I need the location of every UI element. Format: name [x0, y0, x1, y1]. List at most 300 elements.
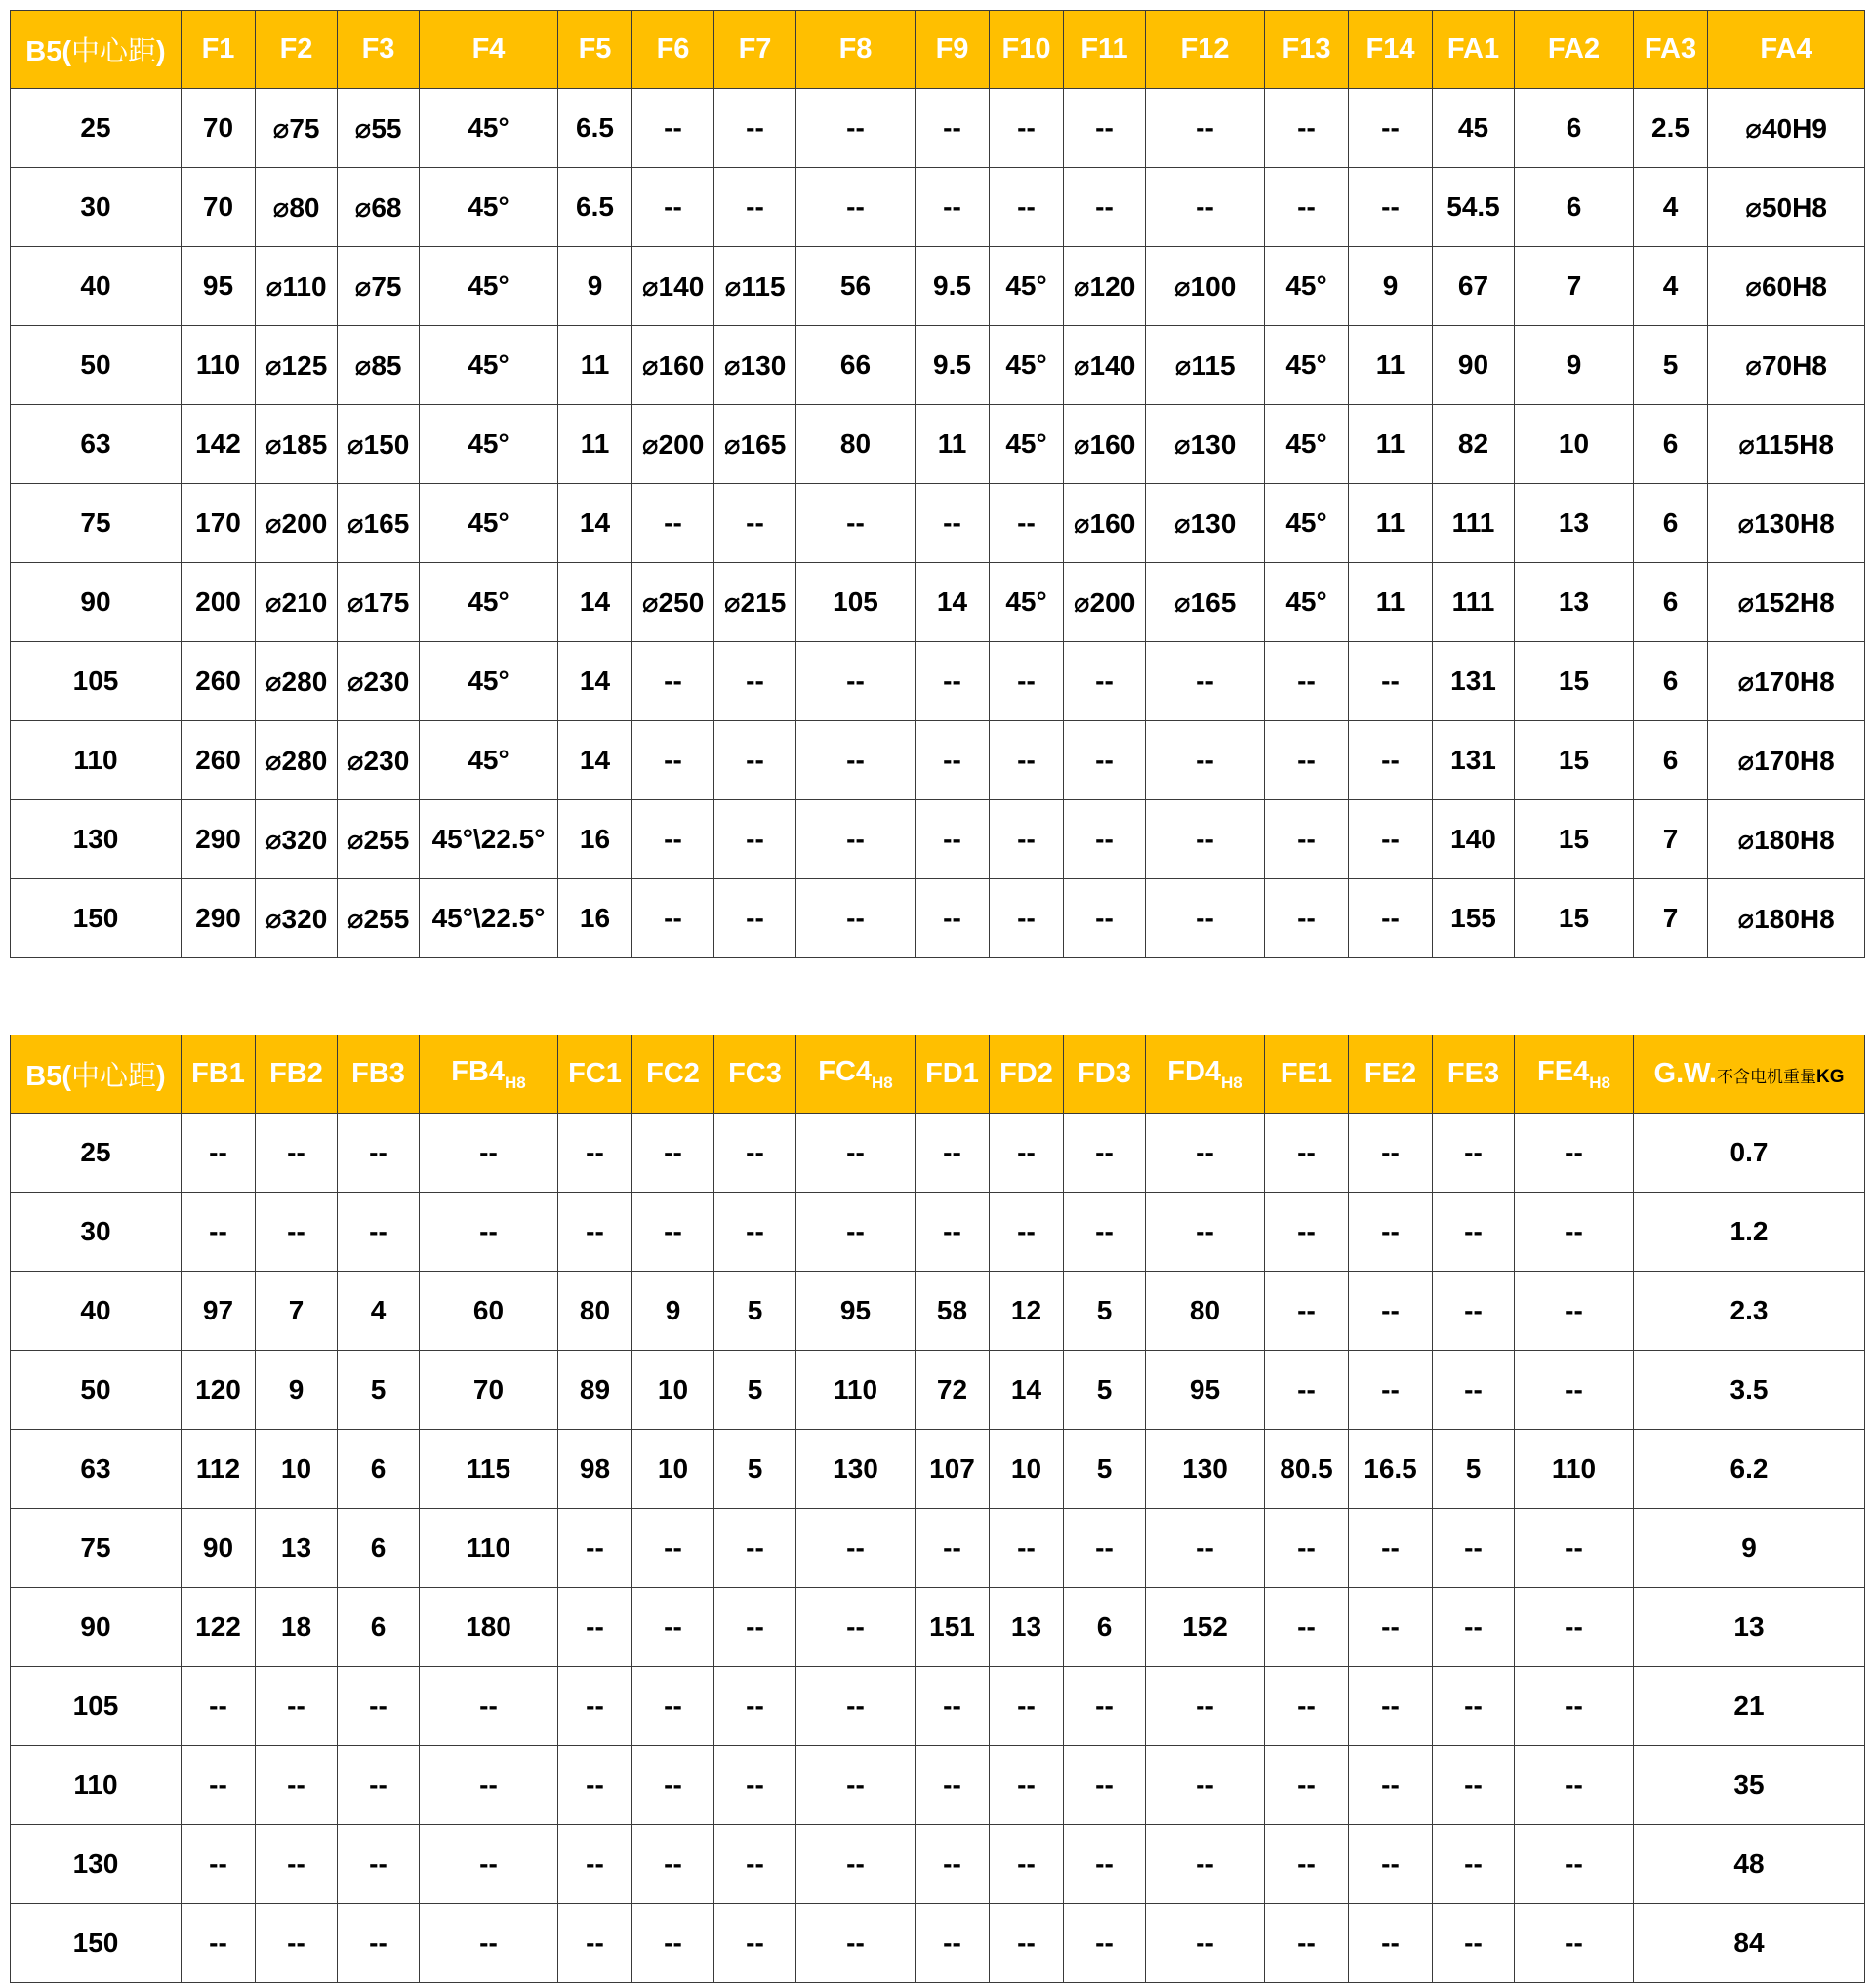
- table-cell: 25: [11, 1114, 182, 1193]
- column-header-subscript: H8: [1221, 1073, 1242, 1092]
- table-cell: 45°: [420, 405, 558, 484]
- table-cell: --: [632, 1825, 714, 1904]
- table-cell: 110: [1515, 1430, 1634, 1509]
- table-cell: 14: [558, 721, 632, 800]
- table-cell: 13: [256, 1509, 338, 1588]
- column-header-label: FE4: [1537, 1055, 1590, 1087]
- table-cell: ⌀160: [632, 326, 714, 405]
- table-cell: 5: [714, 1430, 796, 1509]
- table-cell: --: [1146, 642, 1265, 721]
- table-cell: --: [182, 1193, 256, 1272]
- table-cell: 45°: [420, 563, 558, 642]
- table-cell: --: [256, 1114, 338, 1193]
- table-cell: 45°: [1265, 247, 1349, 326]
- table-row: [11, 326, 1865, 405]
- table-cell: --: [632, 1588, 714, 1667]
- column-header-subscript: H8: [505, 1073, 526, 1092]
- table-cell: 130: [11, 1825, 182, 1904]
- table-cell: --: [1146, 721, 1265, 800]
- table-cell: ⌀170H8: [1708, 721, 1865, 800]
- column-header-label: FA2: [1547, 33, 1601, 64]
- table-cell: --: [1265, 168, 1349, 247]
- table-row: [11, 1430, 1865, 1509]
- table-cell: --: [1433, 1746, 1515, 1825]
- table-cell: --: [1515, 1114, 1634, 1193]
- column-header-label: FC2: [646, 1058, 700, 1089]
- table-cell: --: [1064, 1746, 1146, 1825]
- table-cell: 67: [1433, 247, 1515, 326]
- table-cell: ⌀185: [256, 405, 338, 484]
- table-cell: 131: [1433, 721, 1515, 800]
- table-cell: --: [1349, 1509, 1433, 1588]
- table-cell: 15: [1515, 800, 1634, 879]
- table-cell: --: [1349, 1746, 1433, 1825]
- table-cell: ⌀160: [1064, 405, 1146, 484]
- table-cell: --: [916, 642, 990, 721]
- table-cell: --: [714, 642, 796, 721]
- column-header-subscript: H8: [1589, 1073, 1610, 1092]
- table-cell: --: [1064, 800, 1146, 879]
- table-cell: ⌀200: [632, 405, 714, 484]
- column-header-label: F3: [361, 33, 395, 64]
- table-row: [11, 1272, 1865, 1351]
- table-row: [11, 247, 1865, 326]
- table-cell: 45°: [990, 563, 1064, 642]
- table-cell: 45°: [990, 326, 1064, 405]
- table-cell: --: [1265, 1746, 1349, 1825]
- table-cell: 9.5: [916, 326, 990, 405]
- column-header: [1064, 11, 1146, 89]
- table-cell: --: [1064, 1904, 1146, 1983]
- table-cell: --: [1349, 1588, 1433, 1667]
- table-cell: --: [338, 1904, 420, 1983]
- table-cell: 130: [1146, 1430, 1265, 1509]
- table-cell: 75: [11, 484, 182, 563]
- table-cell: --: [338, 1746, 420, 1825]
- column-header: [796, 11, 916, 89]
- table-cell: --: [916, 800, 990, 879]
- gw-note-cjk: 不含电机重量: [1716, 1068, 1816, 1087]
- table-cell: 89: [558, 1351, 632, 1430]
- table-cell: 120: [182, 1351, 256, 1430]
- table-cell: --: [990, 168, 1064, 247]
- table-row: [11, 563, 1865, 642]
- table-cell: --: [1265, 800, 1349, 879]
- table-cell: --: [182, 1904, 256, 1983]
- table-cell: 290: [182, 800, 256, 879]
- table-cell: --: [1146, 168, 1265, 247]
- table-cell: 2.5: [1634, 89, 1708, 168]
- table-cell: ⌀230: [338, 642, 420, 721]
- table-cell: 63: [11, 1430, 182, 1509]
- table-cell: --: [632, 1114, 714, 1193]
- flange-spec-table-b: [10, 1035, 1865, 1983]
- table-cell: 14: [916, 563, 990, 642]
- table-cell: --: [796, 1746, 916, 1825]
- table-cell: ⌀40H9: [1708, 89, 1865, 168]
- column-header-label: F10: [1001, 33, 1051, 64]
- column-header: [558, 11, 632, 89]
- column-header: [558, 1035, 632, 1114]
- table-cell: --: [338, 1114, 420, 1193]
- table-cell: 5: [714, 1272, 796, 1351]
- table-cell: --: [714, 1825, 796, 1904]
- table-cell: 9: [632, 1272, 714, 1351]
- table-cell: --: [1515, 1509, 1634, 1588]
- column-header: [1265, 1035, 1349, 1114]
- table-row: [11, 1746, 1865, 1825]
- column-header-label: F9: [935, 33, 969, 64]
- table-row: [11, 1193, 1865, 1272]
- column-header-label: F1: [201, 33, 235, 64]
- table-cell: --: [990, 1193, 1064, 1272]
- table-cell: --: [1146, 1193, 1265, 1272]
- table-cell: 6: [1634, 563, 1708, 642]
- table-cell: 15: [1515, 642, 1634, 721]
- table-cell: --: [1515, 1825, 1634, 1904]
- table-cell: 10: [1515, 405, 1634, 484]
- table-cell: 170: [182, 484, 256, 563]
- table-cell: 90: [182, 1509, 256, 1588]
- table-cell: --: [1433, 1904, 1515, 1983]
- table-cell: --: [632, 1509, 714, 1588]
- table-cell: --: [420, 1904, 558, 1983]
- table-cell: 6: [1515, 89, 1634, 168]
- table-cell: 6: [1064, 1588, 1146, 1667]
- table-cell: 97: [182, 1272, 256, 1351]
- table-cell: 13: [1515, 563, 1634, 642]
- table-cell: 5: [1064, 1351, 1146, 1430]
- table-cell: --: [990, 879, 1064, 958]
- table-cell: 80: [796, 405, 916, 484]
- table-cell: --: [796, 879, 916, 958]
- table-cell: ⌀75: [338, 247, 420, 326]
- table-cell: 180: [420, 1588, 558, 1667]
- table-cell: 6.5: [558, 89, 632, 168]
- column-header: [1634, 11, 1708, 89]
- gw-note-unit: KG: [1815, 1067, 1845, 1087]
- table-cell: --: [916, 484, 990, 563]
- table-cell: ⌀200: [1064, 563, 1146, 642]
- table-cell: ⌀70H8: [1708, 326, 1865, 405]
- table-cell: --: [1515, 1351, 1634, 1430]
- table-cell: --: [420, 1746, 558, 1825]
- table-cell: --: [632, 800, 714, 879]
- table-cell: 45°: [1265, 326, 1349, 405]
- table-row: [11, 1588, 1865, 1667]
- column-header-label: F6: [656, 33, 690, 64]
- table-cell: ⌀115: [714, 247, 796, 326]
- table-cell: ⌀115: [1146, 326, 1265, 405]
- column-header: [714, 11, 796, 89]
- table-cell: 6: [1515, 168, 1634, 247]
- table-cell: 45°: [420, 89, 558, 168]
- table-cell: --: [1265, 721, 1349, 800]
- table-cell: --: [558, 1114, 632, 1193]
- column-header-cjk: 中心距: [71, 1059, 157, 1092]
- table-cell: 45: [1433, 89, 1515, 168]
- table-cell: 45°: [990, 405, 1064, 484]
- table-cell: 7: [1634, 800, 1708, 879]
- column-header-label: F4: [471, 33, 506, 64]
- table-cell: 70: [420, 1351, 558, 1430]
- table-cell: --: [1146, 1904, 1265, 1983]
- table-cell: 95: [182, 247, 256, 326]
- table-cell: --: [256, 1904, 338, 1983]
- table-cell: --: [916, 1904, 990, 1983]
- table-cell: 35: [1634, 1746, 1865, 1825]
- table-cell: ⌀130: [714, 326, 796, 405]
- table-cell: 45°: [990, 247, 1064, 326]
- table-cell: 5: [338, 1351, 420, 1430]
- table-cell: 75: [11, 1509, 182, 1588]
- table-cell: --: [1433, 1114, 1515, 1193]
- table-cell: 6: [1634, 642, 1708, 721]
- table-cell: --: [796, 1193, 916, 1272]
- table-cell: 45°: [420, 484, 558, 563]
- table-cell: --: [990, 1746, 1064, 1825]
- table-cell: 45°\22.5°: [420, 800, 558, 879]
- table-cell: --: [1515, 1667, 1634, 1746]
- table-cell: 152: [1146, 1588, 1265, 1667]
- table-cell: 105: [11, 642, 182, 721]
- table-cell: 150: [11, 879, 182, 958]
- table-cell: 45°: [1265, 405, 1349, 484]
- table-cell: --: [990, 1114, 1064, 1193]
- table-cell: --: [1265, 1272, 1349, 1351]
- table-row: [11, 1509, 1865, 1588]
- table-cell: --: [558, 1904, 632, 1983]
- table-cell: 80.5: [1265, 1430, 1349, 1509]
- table-cell: 98: [558, 1430, 632, 1509]
- table-cell: 54.5: [1433, 168, 1515, 247]
- table-cell: --: [714, 1904, 796, 1983]
- table-cell: 9: [1515, 326, 1634, 405]
- table-cell: --: [1064, 1193, 1146, 1272]
- table-cell: ⌀130H8: [1708, 484, 1865, 563]
- table-cell: --: [632, 168, 714, 247]
- table-cell: --: [916, 879, 990, 958]
- column-header-label: F5: [578, 33, 612, 64]
- table-cell: 45°: [1265, 484, 1349, 563]
- table-cell: 11: [558, 405, 632, 484]
- table-cell: --: [558, 1509, 632, 1588]
- table-cell: 90: [11, 563, 182, 642]
- table-cell: ⌀85: [338, 326, 420, 405]
- table-cell: --: [1349, 168, 1433, 247]
- table-row: [11, 879, 1865, 958]
- table-cell: 14: [558, 563, 632, 642]
- table-cell: --: [1433, 1509, 1515, 1588]
- column-header-label: FA3: [1644, 33, 1697, 64]
- table-cell: --: [1265, 1114, 1349, 1193]
- table-cell: --: [796, 89, 916, 168]
- table-cell: 13: [990, 1588, 1064, 1667]
- table-cell: --: [1146, 879, 1265, 958]
- table-cell: ⌀170H8: [1708, 642, 1865, 721]
- table-cell: ⌀60H8: [1708, 247, 1865, 326]
- table-cell: --: [1064, 879, 1146, 958]
- column-header-label: B5(: [25, 36, 72, 67]
- table-cell: --: [1433, 1825, 1515, 1904]
- table-cell: 10: [632, 1430, 714, 1509]
- table-cell: --: [632, 1193, 714, 1272]
- table-cell: 12: [990, 1272, 1064, 1351]
- table-cell: --: [1433, 1667, 1515, 1746]
- table-cell: ⌀165: [1146, 563, 1265, 642]
- table-cell: 30: [11, 1193, 182, 1272]
- table-cell: 18: [256, 1588, 338, 1667]
- table-cell: 107: [916, 1430, 990, 1509]
- column-header-label: FC3: [728, 1058, 782, 1089]
- table-cell: ⌀175: [338, 563, 420, 642]
- table-cell: 56: [796, 247, 916, 326]
- column-header-label: FC1: [568, 1058, 622, 1089]
- table-cell: --: [714, 721, 796, 800]
- column-header-label: FE1: [1280, 1058, 1333, 1089]
- table-cell: 10: [256, 1430, 338, 1509]
- column-header: [1146, 1035, 1265, 1114]
- table-cell: --: [714, 1667, 796, 1746]
- table-cell: --: [916, 1746, 990, 1825]
- table-cell: --: [916, 1825, 990, 1904]
- table-cell: 5: [1064, 1430, 1146, 1509]
- table-cell: --: [338, 1667, 420, 1746]
- table-cell: 6: [338, 1430, 420, 1509]
- table-cell: 290: [182, 879, 256, 958]
- table-cell: ⌀255: [338, 879, 420, 958]
- table-cell: --: [420, 1193, 558, 1272]
- table-cell: --: [796, 721, 916, 800]
- table-row: [11, 1904, 1865, 1983]
- table-cell: 45°: [1265, 563, 1349, 642]
- table-cell: --: [990, 89, 1064, 168]
- table-cell: --: [1349, 1114, 1433, 1193]
- table-cell: --: [916, 721, 990, 800]
- table-cell: --: [990, 721, 1064, 800]
- table-cell: ⌀140: [1064, 326, 1146, 405]
- table-cell: --: [558, 1193, 632, 1272]
- table-cell: 7: [1634, 879, 1708, 958]
- table-cell: 63: [11, 405, 182, 484]
- column-header: [1433, 1035, 1515, 1114]
- table-cell: 50: [11, 326, 182, 405]
- table-cell: --: [1146, 800, 1265, 879]
- column-header-label: FB3: [351, 1058, 405, 1089]
- table-cell: --: [1265, 89, 1349, 168]
- table-cell: 131: [1433, 642, 1515, 721]
- table-cell: 13: [1515, 484, 1634, 563]
- table-cell: ⌀115H8: [1708, 405, 1865, 484]
- column-header: [632, 11, 714, 89]
- table-row: [11, 1825, 1865, 1904]
- column-header-subscript: H8: [872, 1073, 893, 1092]
- table-cell: 110: [11, 721, 182, 800]
- table-cell: --: [1433, 1351, 1515, 1430]
- table-cell: --: [1349, 642, 1433, 721]
- table-cell: --: [796, 1588, 916, 1667]
- table-cell: ⌀320: [256, 879, 338, 958]
- column-header-paren: ): [156, 36, 166, 67]
- table-cell: 260: [182, 642, 256, 721]
- column-header-label: B5(: [25, 1061, 72, 1092]
- column-header-label: F13: [1282, 33, 1331, 64]
- table-cell: --: [796, 1904, 916, 1983]
- table-cell: 30: [11, 168, 182, 247]
- table-cell: --: [558, 1746, 632, 1825]
- table-cell: 50: [11, 1351, 182, 1430]
- column-header: [11, 1035, 182, 1114]
- column-header-label: FB1: [191, 1058, 245, 1089]
- column-header: [1708, 11, 1865, 89]
- table-cell: 14: [990, 1351, 1064, 1430]
- table-cell: 16: [558, 800, 632, 879]
- table-cell: --: [1265, 1667, 1349, 1746]
- table-cell: --: [714, 89, 796, 168]
- table-cell: 5: [1433, 1430, 1515, 1509]
- column-header: [1146, 11, 1265, 89]
- table-cell: 6.2: [1634, 1430, 1865, 1509]
- table-cell: 16: [558, 879, 632, 958]
- table-cell: --: [796, 1509, 916, 1588]
- table-cell: ⌀68: [338, 168, 420, 247]
- table-row: [11, 168, 1865, 247]
- table-cell: 45°: [420, 721, 558, 800]
- table-cell: 70: [182, 168, 256, 247]
- table-cell: --: [796, 1114, 916, 1193]
- table-row: [11, 89, 1865, 168]
- table-cell: --: [1349, 800, 1433, 879]
- table-cell: --: [1064, 89, 1146, 168]
- table-cell: --: [796, 642, 916, 721]
- table-cell: --: [1349, 1667, 1433, 1746]
- table-cell: --: [1515, 1746, 1634, 1825]
- table-cell: --: [1349, 89, 1433, 168]
- table-header-row: [11, 1035, 1865, 1114]
- column-header-label: F8: [838, 33, 873, 64]
- table-cell: --: [1349, 721, 1433, 800]
- table-cell: --: [558, 1588, 632, 1667]
- column-header-label: F14: [1365, 33, 1415, 64]
- table-cell: --: [632, 484, 714, 563]
- table-cell: 60: [420, 1272, 558, 1351]
- table-cell: --: [256, 1193, 338, 1272]
- table-cell: --: [796, 168, 916, 247]
- table-cell: 11: [1349, 484, 1433, 563]
- table-cell: 58: [916, 1272, 990, 1351]
- table-cell: 7: [256, 1272, 338, 1351]
- table-cell: --: [420, 1114, 558, 1193]
- table-cell: --: [1265, 1351, 1349, 1430]
- table-cell: --: [632, 89, 714, 168]
- table-cell: --: [1515, 1904, 1634, 1983]
- column-header-label: FD4: [1167, 1055, 1222, 1087]
- table-cell: 112: [182, 1430, 256, 1509]
- table-cell: --: [714, 1193, 796, 1272]
- table-cell: 260: [182, 721, 256, 800]
- table-row: [11, 721, 1865, 800]
- table-row: [11, 1114, 1865, 1193]
- table-cell: --: [1265, 879, 1349, 958]
- table-cell: --: [1349, 1272, 1433, 1351]
- table-cell: --: [256, 1746, 338, 1825]
- column-header-label: F2: [279, 33, 313, 64]
- table-cell: ⌀130: [1146, 405, 1265, 484]
- table-cell: 2.3: [1634, 1272, 1865, 1351]
- table-cell: 110: [11, 1746, 182, 1825]
- table-cell: --: [1146, 1746, 1265, 1825]
- table-cell: --: [632, 879, 714, 958]
